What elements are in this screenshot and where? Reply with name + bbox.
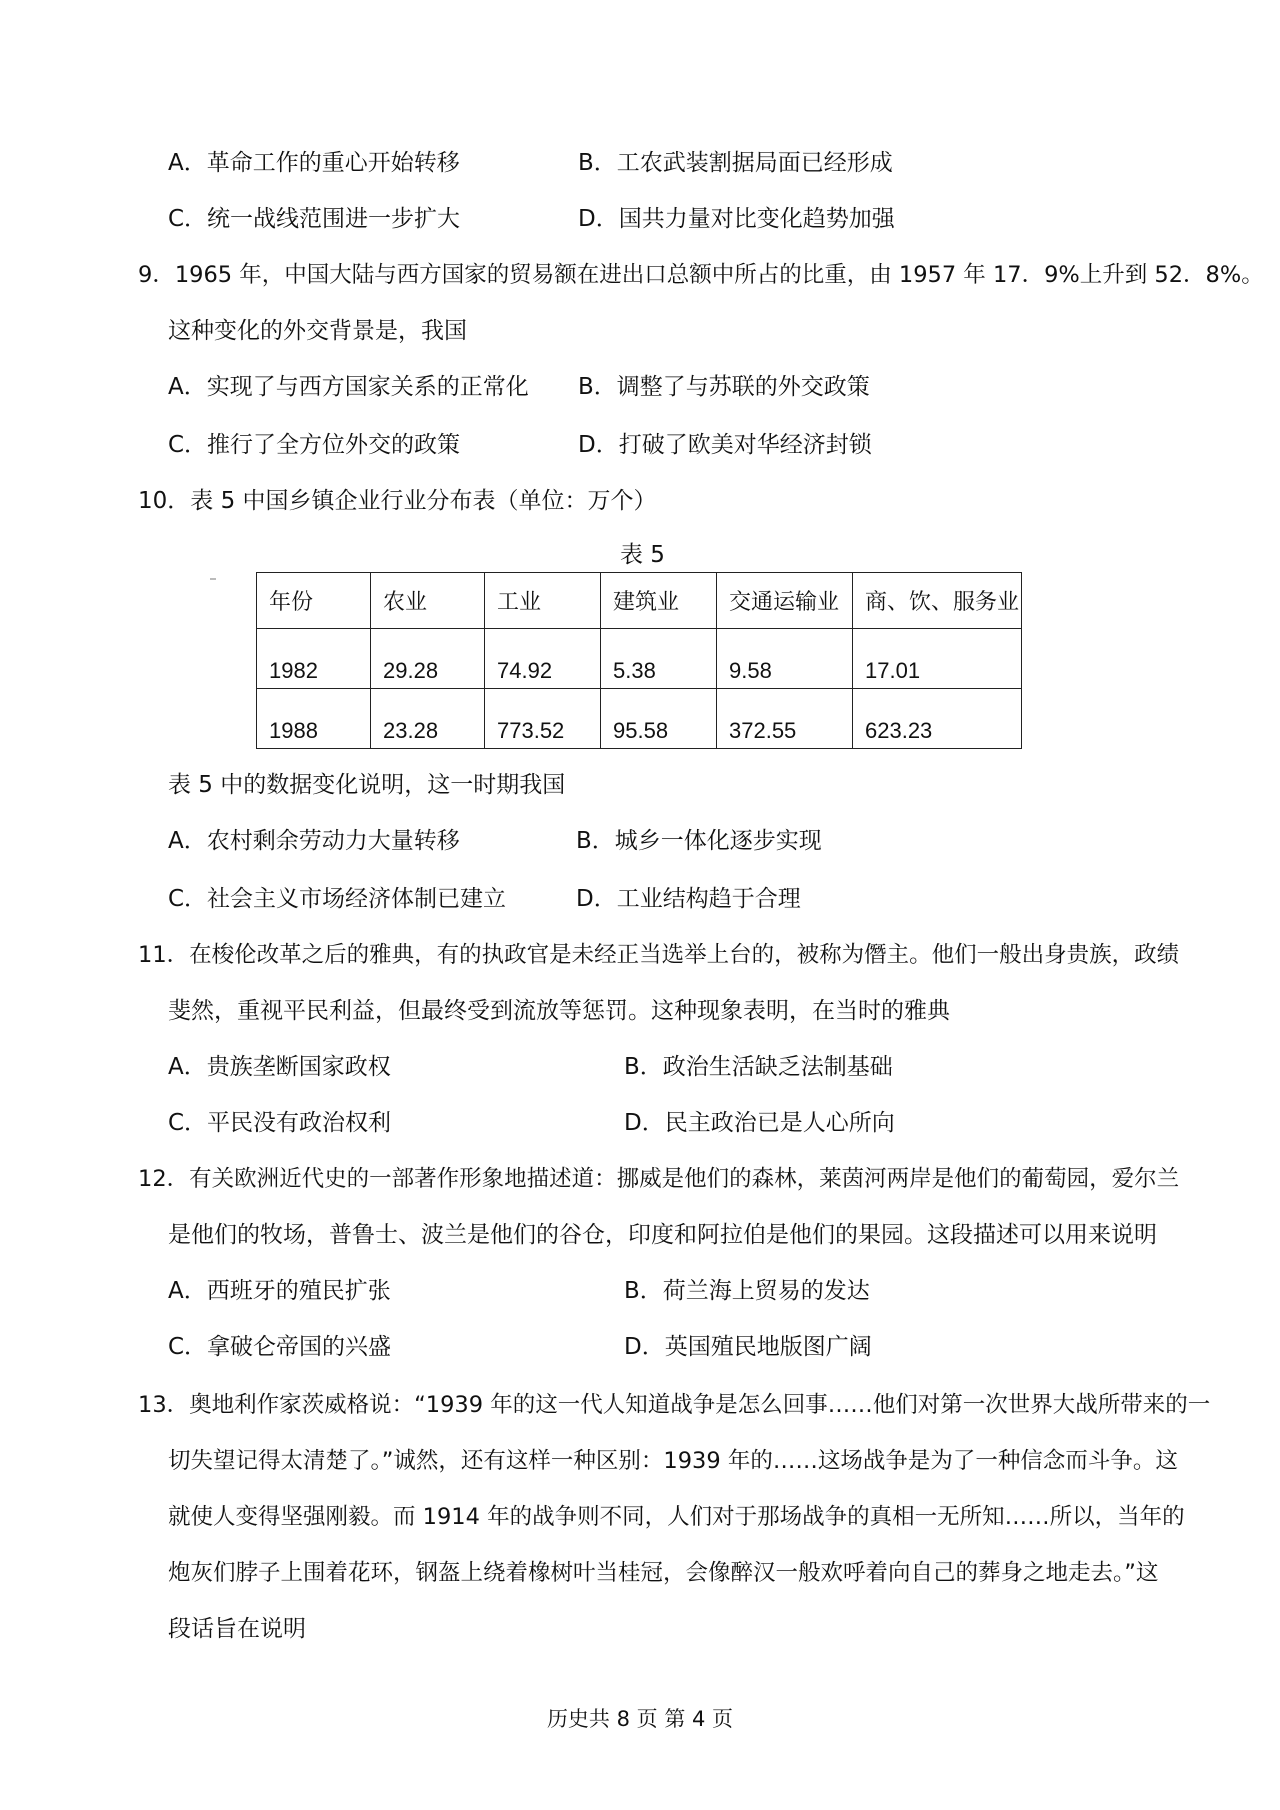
q11-option-d: D．民主政治已是人心所向 <box>624 1110 895 1136</box>
table-header-cell: 农业 <box>371 573 485 629</box>
q11-stem-line2: 斐然，重视平民利益，但最终受到流放等惩罚。这种现象表明，在当时的雅典 <box>168 998 950 1024</box>
table-row <box>257 629 1022 689</box>
page-footer: 历史共 8 页 第 4 页 <box>546 1707 734 1731</box>
table-header-cell: 交通运输业 <box>717 573 853 629</box>
q11-option-a: A．贵族垄断国家政权 <box>168 1054 391 1080</box>
table-header-cell: 年份 <box>257 573 371 629</box>
q9-option-d: D．打破了欧美对华经济封锁 <box>578 432 872 458</box>
q11-option-c: C．平民没有政治权利 <box>168 1110 392 1136</box>
q12-stem-line1: 12．有关欧洲近代史的一部著作形象地描述道：挪威是他们的森林，莱茵河两岸是他们的葡萄园，爱尔兰 <box>138 1166 1180 1192</box>
q13-stem-line4: 炮灰们脖子上围着花环，钢盔上绕着橡树叶当桂冠，会像醉汉一般欢呼着向自己的葬身之地走去。”这 <box>168 1560 1159 1586</box>
table-header-cell: 商、饮、服务业 <box>853 573 1022 629</box>
q11-stem-line1: 11．在梭伦改革之后的雅典，有的执政官是未经正当选举上台的，被称为僭主。他们一般出身贵族，政绩 <box>138 942 1180 968</box>
q12-option-d: D．英国殖民地版图广阔 <box>624 1334 872 1360</box>
q8-option-b: B．工农武装割据局面已经形成 <box>578 150 893 176</box>
q9-option-b: B．调整了与苏联的外交政策 <box>578 374 870 400</box>
q10-stem-line1: 10．表 5 中国乡镇企业行业分布表（单位：万个） <box>138 488 657 514</box>
table-cell: 17.01 <box>853 629 1022 689</box>
q10-stem-line2: 表 5 中的数据变化说明，这一时期我国 <box>168 772 566 798</box>
q10-option-a: A．农村剩余劳动力大量转移 <box>168 828 460 854</box>
q13-stem-line1: 13．奥地利作家茨威格说：“1939 年的这一代人知道战争是怎么回事……他们对第一次世界大战所带来的一 <box>138 1392 1211 1418</box>
q10-option-b: B．城乡一体化逐步实现 <box>576 828 822 854</box>
q12-option-b: B．荷兰海上贸易的发达 <box>624 1278 870 1304</box>
q9-stem-line2: 这种变化的外交背景是，我国 <box>168 318 467 344</box>
table-cell: 5.38 <box>601 629 717 689</box>
q11-option-b: B．政治生活缺乏法制基础 <box>624 1054 893 1080</box>
table-cell: 29.28 <box>371 629 485 689</box>
table-row <box>257 689 1022 749</box>
q13-stem-line3: 就使人变得坚强刚毅。而 1914 年的战争则不同，人们对于那场战争的真相一无所知……所以，当年的 <box>168 1504 1185 1530</box>
q9-option-a: A．实现了与西方国家关系的正常化 <box>168 374 529 400</box>
q8-option-a: A．革命工作的重心开始转移 <box>168 150 460 176</box>
table-caption: 表 5 <box>620 542 665 568</box>
table-header-row <box>257 573 1022 629</box>
q13-stem-line5: 段话旨在说明 <box>168 1616 306 1642</box>
q10-option-c: C．社会主义市场经济体制已建立 <box>168 886 507 912</box>
q9-option-c: C．推行了全方位外交的政策 <box>168 432 461 458</box>
q12-option-a: A．西班牙的殖民扩张 <box>168 1278 391 1304</box>
table-cell: 23.28 <box>371 689 485 749</box>
scan-mark <box>210 578 216 580</box>
q13-stem-line2: 切失望记得太清楚了。”诚然，还有这样一种区别：1939 年的……这场战争是为了一种信念而斗争。这 <box>168 1448 1178 1474</box>
table-cell: 372.55 <box>717 689 853 749</box>
table-cell: 623.23 <box>853 689 1022 749</box>
industry-distribution-table <box>256 572 1022 749</box>
table-cell: 95.58 <box>601 689 717 749</box>
q9-stem-line1: 9．1965 年，中国大陆与西方国家的贸易额在进出口总额中所占的比重，由 1957 年 17．9%上升到 52．8%。 <box>138 262 1264 288</box>
table-cell: 773.52 <box>485 689 601 749</box>
table-cell: 1982 <box>257 629 371 689</box>
table-cell: 74.92 <box>485 629 601 689</box>
q10-option-d: D．工业结构趋于合理 <box>576 886 801 912</box>
table-header-cell: 工业 <box>485 573 601 629</box>
table-cell: 1988 <box>257 689 371 749</box>
table-cell: 9.58 <box>717 629 853 689</box>
q8-option-d: D．国共力量对比变化趋势加强 <box>578 206 895 232</box>
q12-option-c: C．拿破仑帝国的兴盛 <box>168 1334 392 1360</box>
q8-option-c: C．统一战线范围进一步扩大 <box>168 206 461 232</box>
q12-stem-line2: 是他们的牧场，普鲁士、波兰是他们的谷仓，印度和阿拉伯是他们的果园。这段描述可以用来说明 <box>168 1222 1157 1248</box>
table-header-cell: 建筑业 <box>601 573 717 629</box>
